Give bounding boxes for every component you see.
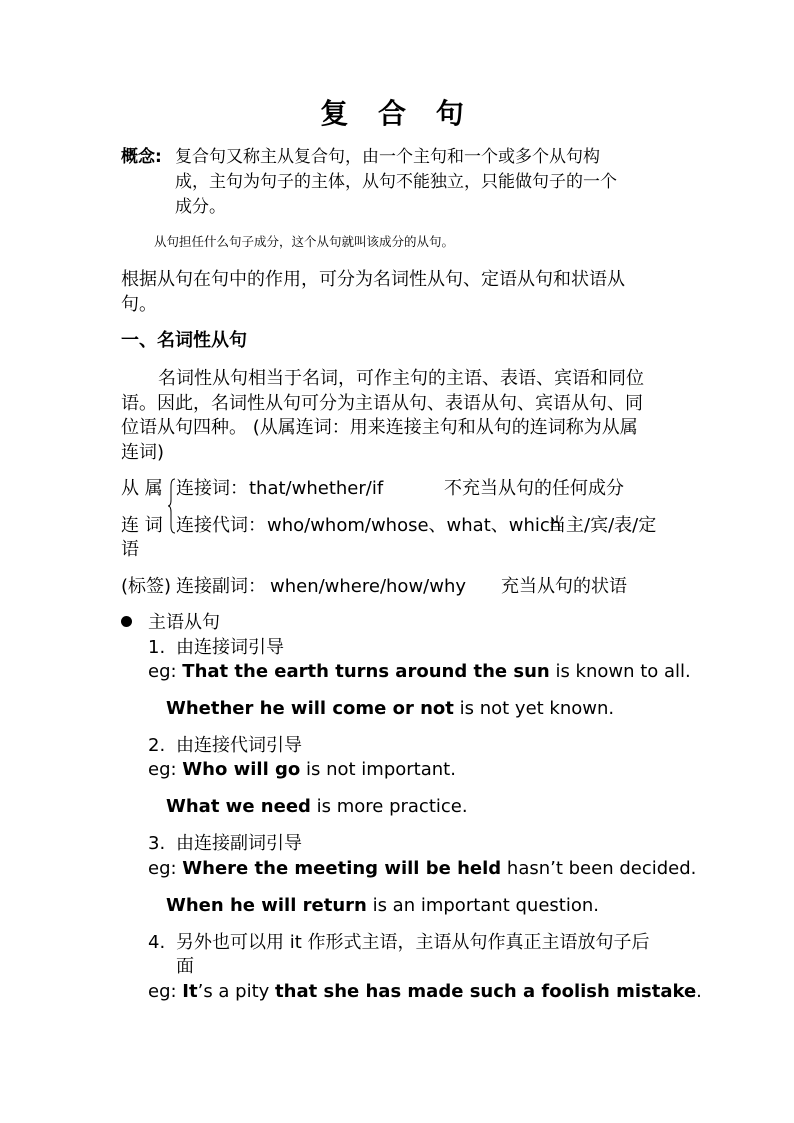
item-2-label: 由连接代词引导 [176, 735, 302, 756]
item-2-example-1 [148, 757, 456, 782]
eg-prefix: eg: [148, 661, 183, 682]
connective-row-3-role: 充当从句的状语 [501, 576, 627, 597]
example-rest: is not important. [300, 759, 456, 780]
item-4-number: 4. [148, 932, 166, 953]
example-rest: is more practice. [310, 796, 468, 817]
item-2-number: 2. [148, 735, 166, 756]
item-3-label: 由连接副词引导 [176, 833, 302, 854]
item-3-example-2 [166, 893, 599, 918]
eg-prefix: eg: [148, 981, 183, 1002]
item-1-example-2 [166, 696, 614, 721]
connective-row-1-role: 不充当从句的任何成分 [444, 478, 624, 499]
item-1-example-1 [148, 659, 691, 684]
connective-row-2-role: 当主/宾/表/定 [548, 515, 657, 536]
paragraph-line-1: 名词性从句相当于名词，可作主句的主语、表语、宾语和同位 [158, 368, 644, 389]
example-clause: Whether he will come or not [166, 698, 454, 719]
example-rest: is known to all. [549, 661, 691, 682]
example-rest: . [696, 981, 702, 1002]
concept-line-1: 复合句又称主从复合句，由一个主句和一个或多个从句构 [175, 147, 600, 167]
brace-icon [168, 478, 176, 534]
paragraph-line-4: 连词) [121, 442, 165, 463]
eg-prefix: eg: [148, 759, 183, 780]
example-clause: Who will go [182, 759, 301, 780]
example-clause: What we need [166, 796, 311, 817]
intro-line-2: 句。 [121, 294, 157, 315]
item-4-example-1 [148, 979, 702, 1004]
paragraph-line-2: 语。因此，名词性从句可分为主语从句、表语从句、宾语从句、同 [121, 393, 643, 414]
intro-line-1: 根据从句在句中的作用，可分为名词性从句、定语从句和状语从 [121, 269, 625, 290]
bullet-icon [121, 616, 132, 627]
item-4-label-line-1: 另外也可以用 it 作形式主语，主语从句作真正主语放句子后 [176, 932, 650, 953]
item-1-number: 1. [148, 637, 166, 658]
note-text: 从句担任什么句子成分，这个从句就叫该成分的从句。 [154, 234, 455, 249]
connective-row-3-kind: 连接副词： [176, 576, 266, 597]
example-clause: That the earth turns around the sun [182, 661, 550, 682]
connective-row-2-words: who/whom/whose、what、which [267, 515, 562, 536]
example-clause: that she has made such a foolish mistake [275, 981, 697, 1002]
example-clause: It [182, 981, 198, 1002]
concept-label: 概念: [121, 147, 162, 167]
section-heading: 一、名词性从句 [121, 330, 247, 351]
example-rest: is an important question. [366, 895, 599, 916]
connective-row2-wrap: 语 [121, 539, 139, 560]
connective-row-2-kind: 连接代词： [176, 515, 266, 536]
item-3-number: 3. [148, 833, 166, 854]
page-title: 复 合 句 [320, 97, 474, 130]
example-rest: is not yet known. [453, 698, 615, 719]
concept-line-2: 成，主句为句子的主体，从句不能独立，只能做句子的一个 [175, 172, 617, 192]
concept-line-3: 成分。 [175, 197, 226, 217]
paragraph-line-3: 位语从句四种。 (从属连词：用来连接主句和从句的连词称为从属 [121, 417, 638, 438]
connective-side-label-1: 从 属 [121, 478, 163, 499]
example-clause: When he will return [166, 895, 367, 916]
subject-clause-label: 主语从句 [148, 612, 220, 633]
item-2-example-2 [166, 794, 468, 819]
connective-side-label-3: (标签) [121, 576, 172, 597]
item-3-example-1 [148, 856, 696, 881]
eg-prefix: eg: [148, 858, 183, 879]
example-rest: hasn’t been decided. [501, 858, 697, 879]
item-1-label: 由连接词引导 [176, 637, 284, 658]
connective-row-1-kind: 连接词： [176, 478, 248, 499]
example-clause: Where the meeting will be held [182, 858, 502, 879]
connective-row-1-words: that/whether/if [249, 478, 384, 499]
connective-row-3-words: when/where/how/why [270, 576, 467, 597]
connective-side-label-2: 连 词 [121, 515, 163, 536]
item-4-label-line-2: 面 [176, 956, 194, 977]
example-rest: ’s a pity [197, 981, 276, 1002]
